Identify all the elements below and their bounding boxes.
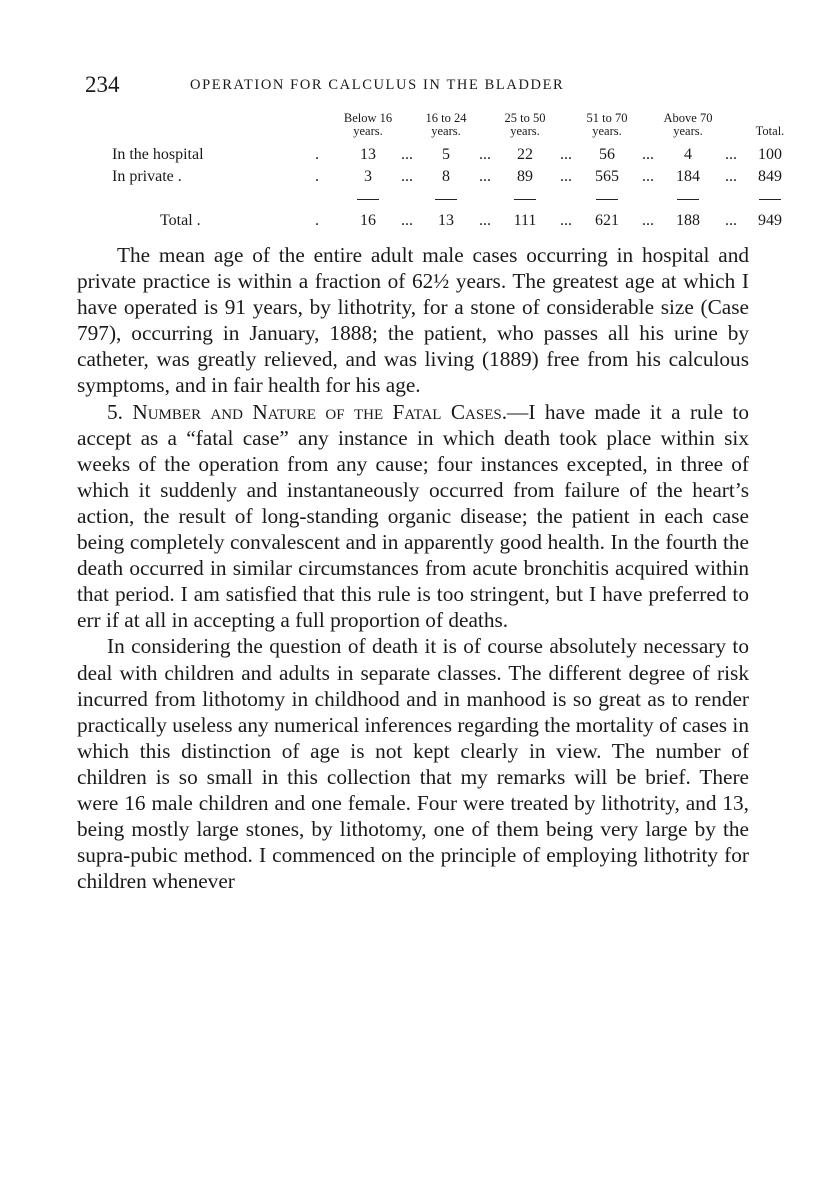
table-cell: 13 xyxy=(360,146,376,163)
body-text xyxy=(77,242,749,894)
table-cell: 22 xyxy=(517,146,533,163)
table-cell: 949 xyxy=(758,212,782,229)
column-header: 25 to 50 years. xyxy=(504,111,546,138)
table-cell: 621 xyxy=(595,212,619,229)
column-header: 16 to 24 years. xyxy=(425,111,467,138)
table-cell: 3 xyxy=(364,168,372,185)
table-total-row: Total . . 16 ... 13 ... 111 ... 621 ... 188 ... 949 xyxy=(112,210,795,232)
age-distribution-table xyxy=(112,112,795,232)
row-label: In private . xyxy=(112,168,182,185)
row-label: In the hospital xyxy=(112,146,204,163)
section-heading: 5. Number and Nature of the Fatal Cases.— xyxy=(107,399,529,424)
table-cell: 849 xyxy=(758,168,782,185)
table-cell: 111 xyxy=(513,212,537,229)
page-number: 234 xyxy=(85,72,120,97)
table-cell: 565 xyxy=(595,168,619,185)
page-header xyxy=(85,72,765,102)
table-cell: 89 xyxy=(517,168,533,185)
paragraph-fatal-cases: 5. Number and Nature of the Fatal Cases.—I have made it a rule to accept as a “fatal case” any instance in which death took place within six weeks of the operation from any cause; four instances excepted, in three of which it suddenly and instantaneously occurred from failure of the heart’s action, the result of long-standing organic disease; the patient in each case being completely convalescent and in apparently good health. In the fourth the death occurred in similar circumstances from acute bronchitis acquired within that period. I am satisfied that this rule is too stringent, but I have preferred to err if at all in accepting a full proportion of deaths. xyxy=(77,399,749,633)
table-header-row xyxy=(112,112,795,144)
sum-rule xyxy=(514,199,536,200)
sum-rule xyxy=(759,199,781,200)
table-cell: 5 xyxy=(442,146,450,163)
table-cell: 100 xyxy=(758,146,782,163)
sum-rule xyxy=(677,199,699,200)
row-label: Total . xyxy=(160,212,201,229)
table-cell: 16 xyxy=(360,212,376,229)
column-header: Total. xyxy=(755,124,785,138)
column-header: 51 to 70 years. xyxy=(586,111,628,138)
table-cell: 56 xyxy=(599,146,615,163)
table-cell: 4 xyxy=(684,146,692,163)
column-header: Below 16 years. xyxy=(343,111,393,138)
sum-rule-row xyxy=(112,188,795,210)
running-head: OPERATION FOR CALCULUS IN THE BLADDER xyxy=(190,77,565,93)
table-cell: 188 xyxy=(676,212,700,229)
table-cell: 8 xyxy=(442,168,450,185)
paragraph-children: In considering the question of death it is of course absolutely necessary to deal with children and adults in separate classes. The different degree of risk incurred from lithotomy in childhood and in manhood is so great as to render practically useless any numerical inferences regarding the mortality of cases in which this distinction of age is not kept clearly in view. The number of children is so small in this collection that my remarks will be brief. There were 16 male children and one female. Four were treated by lithotrity, and 13, being mostly large stones, by lithotomy, one of them being very large by the supra-pubic method. I commenced on the principle of employing lithotrity for children whenever xyxy=(77,634,749,894)
table-cell: 13 xyxy=(438,212,454,229)
sum-rule xyxy=(596,199,618,200)
table-row: In private . . 3 ... 8 ... 89 ... 565 ... 184 ... 849 xyxy=(112,166,795,188)
sum-rule xyxy=(435,199,457,200)
table-row: In the hospital . 13 ... 5 ... 22 ... 56 ... 4 ... 100 xyxy=(112,144,795,166)
sum-rule xyxy=(357,199,379,200)
column-header: Above 70 years. xyxy=(663,111,713,138)
table-cell: 184 xyxy=(676,168,700,185)
paragraph-mean-age: The mean age of the entire adult male cases occurring in hospital and private practice is within a fraction of 62½ years. The greatest age at which I have operated is 91 years, by lithotrity, for a stone of considerable size (Case 797), occurring in January, 1888; the patient, who passes all his urine by catheter, was greatly relieved, and was living (1889) free from his calculous symptoms, and in fair health for his age. xyxy=(77,243,749,398)
